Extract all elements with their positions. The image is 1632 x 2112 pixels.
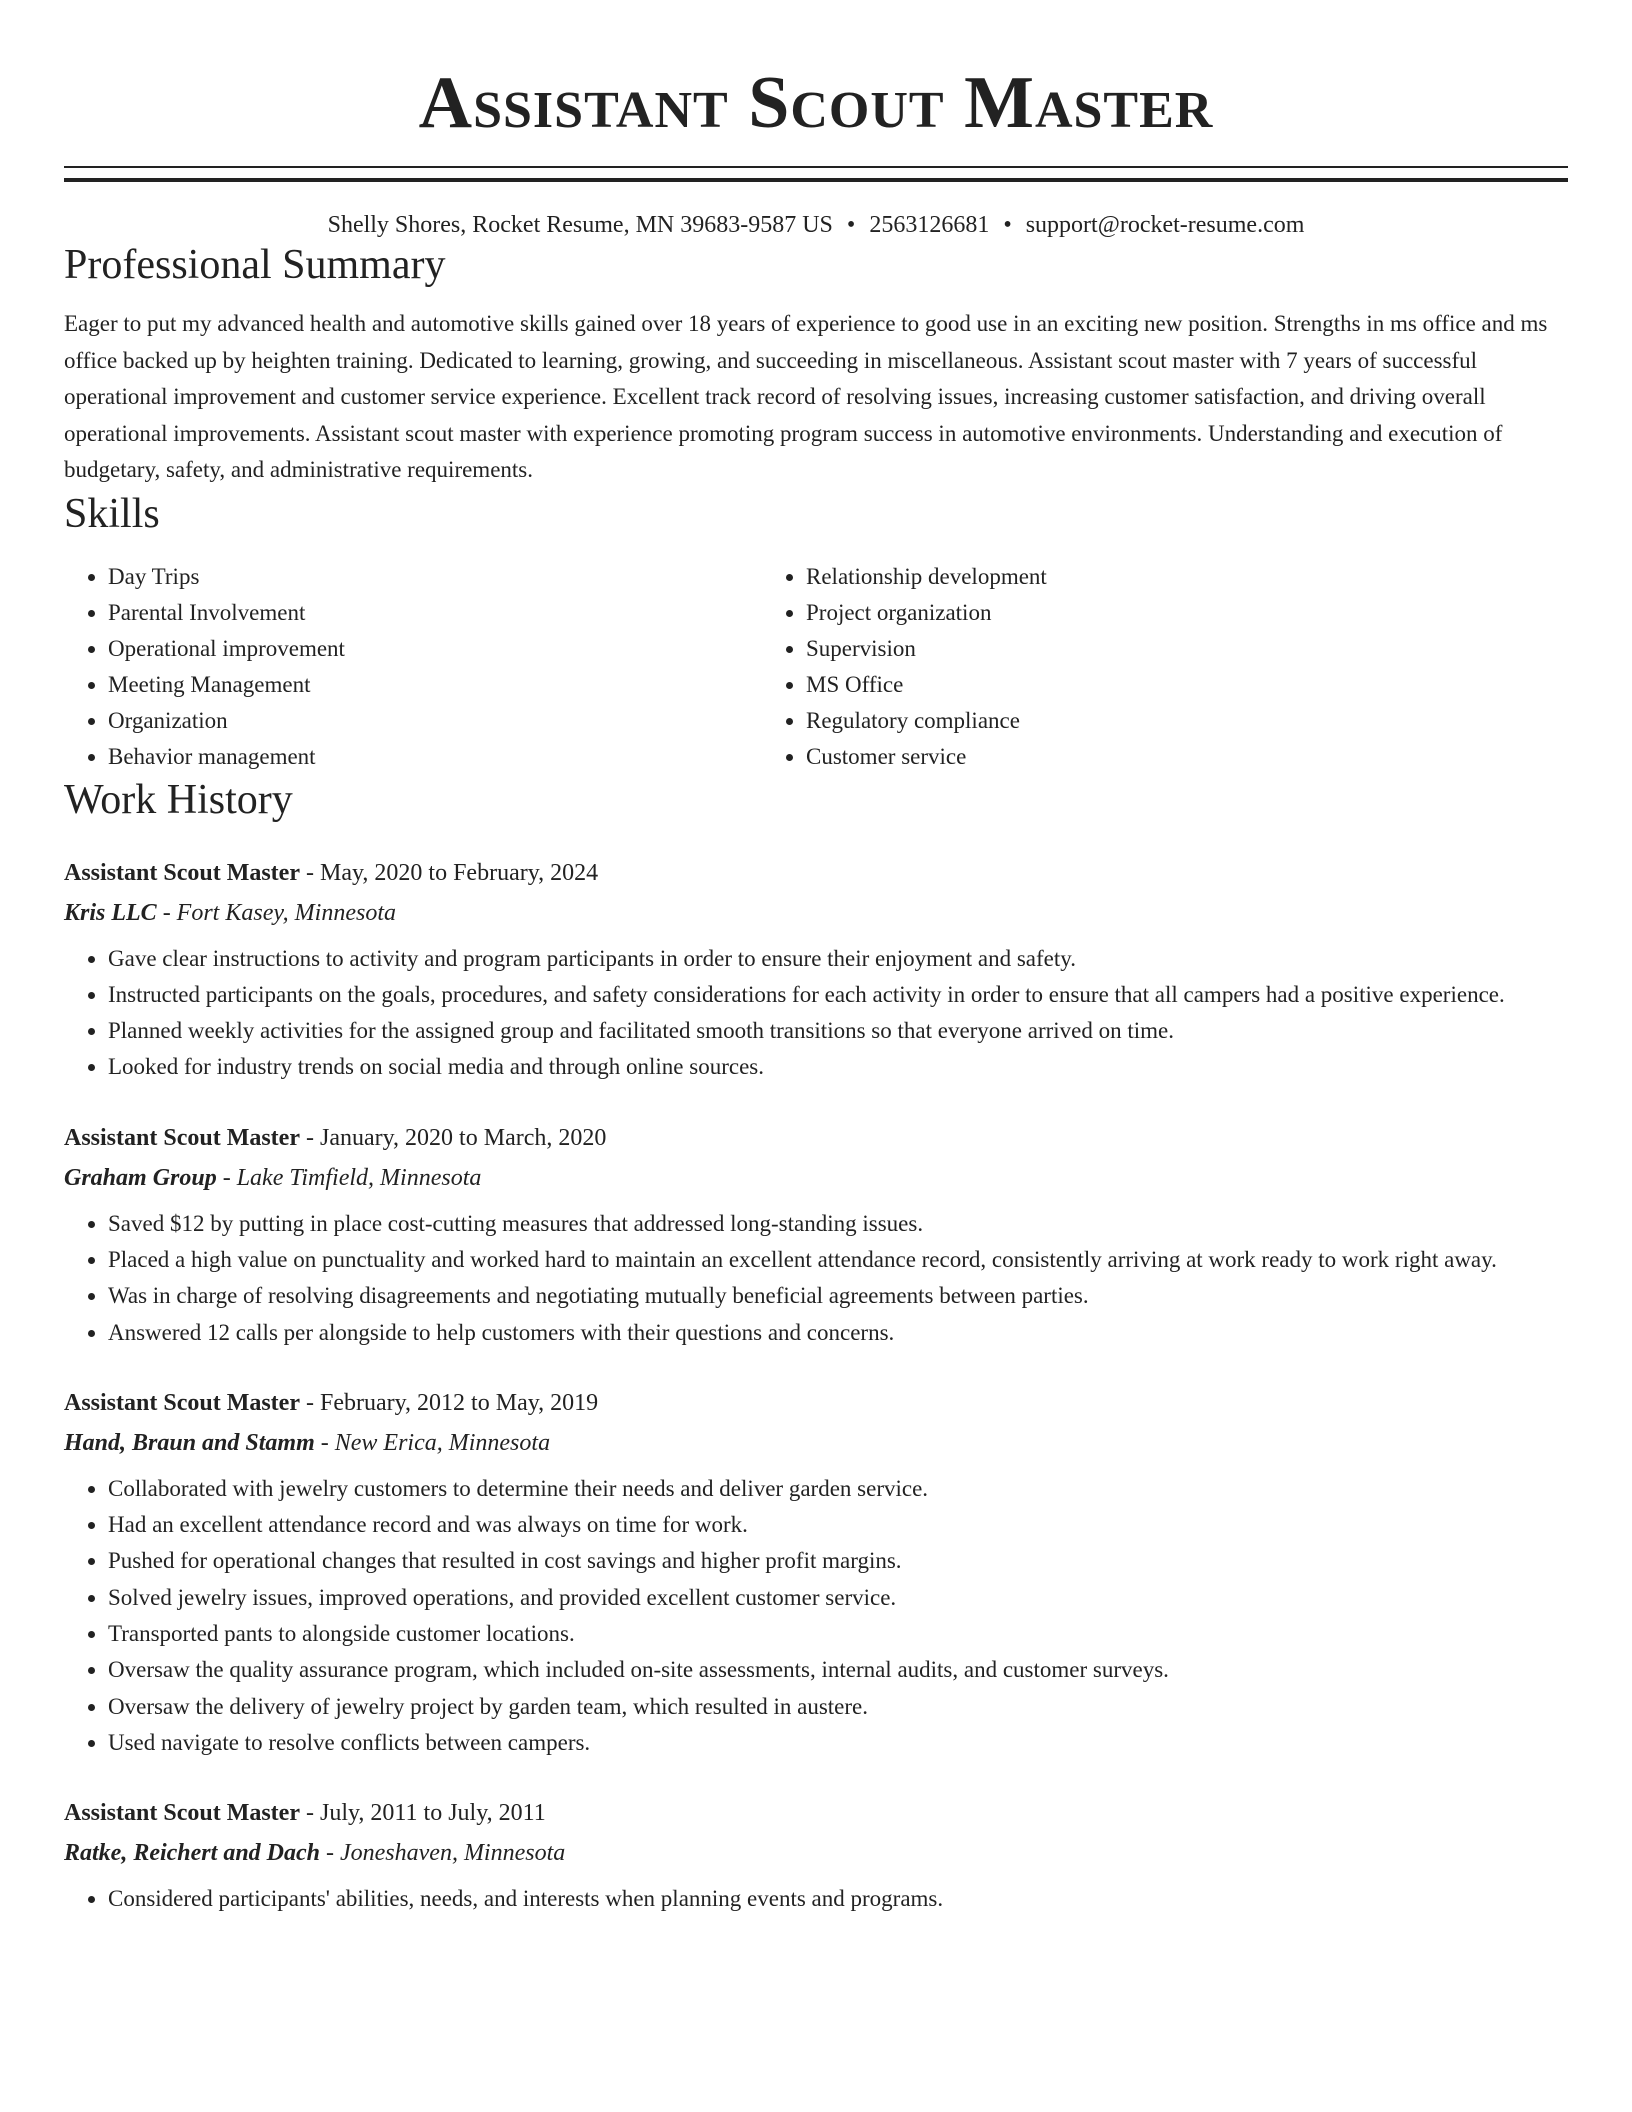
job-dates: - May, 2020 to February, 2024 [299, 859, 599, 886]
job-company: Graham Group [64, 1164, 217, 1191]
job-employer [64, 1158, 1568, 1198]
job-title: Assistant Scout Master [64, 1124, 300, 1151]
job-bullets [64, 1471, 1568, 1761]
job-bullet: • Looked for industry trends on social media and through online sources. [108, 1049, 1568, 1085]
summary-text: Eager to put my advanced health and automotive skills gained over 18 years of experience to good use in an exciting new position. Strengths in ms office and ms office backed up by heighten training. Dedicated to learning, growing, and succeeding in miscellaneous. Assistant scout master with 7 years of successful operational improvement and customer service experience. Excellent track record of resolving issues, increasing customer satisfaction, and driving overall operational improvements. Assistant scout master with experience promoting program success in automotive environments. Understanding and execution of budgetary, safety, and administrative requirements. [64, 311, 1548, 482]
job-bullet: • Solved jewelry issues, improved operations, and provided excellent customer service. [108, 1580, 1568, 1616]
skill-item: • Relationship development [806, 559, 1504, 595]
job-entry [64, 1793, 1568, 1917]
job-bullet: • Instructed participants on the goals, procedures, and safety considerations for each activity in order to ensure that all campers had a positive experience. [108, 977, 1568, 1013]
job-title: Assistant Scout Master [64, 859, 300, 886]
job-bullet: • Gave clear instructions to activity and program participants in order to ensure their enjoyment and safety. [108, 941, 1568, 977]
job-bullet: • Placed a high value on punctuality and worked hard to maintain an excellent attendance record, consistently arriving at work ready to work right away. [108, 1242, 1568, 1278]
skill-item: • Day Trips [108, 559, 762, 595]
job-bullet: • Had an excellent attendance record and was always on time for work. [108, 1507, 1568, 1543]
job-bullets [64, 1881, 1568, 1917]
job-location: - Joneshaven, Minnesota [320, 1840, 566, 1867]
job-bullet: • Was in charge of resolving disagreements and negotiating mutually beneficial agreements between parties. [108, 1278, 1568, 1314]
contact-email[interactable]: support@rocket-resume.com [1025, 212, 1305, 238]
contact-address: Shelly Shores, Rocket Resume, MN 39683-9587 US [327, 212, 833, 238]
skill-item: • Supervision [806, 631, 1504, 667]
job-location: - Fort Kasey, Minnesota [156, 899, 396, 926]
job-bullet: • Used navigate to resolve conflicts between campers. [108, 1725, 1568, 1761]
skills-column-left [64, 559, 762, 775]
job-employer [64, 893, 1568, 933]
job-header [64, 1793, 1568, 1833]
job-company: Kris LLC [64, 899, 157, 926]
job-bullet: • Collaborated with jewelry customers to determine their needs and deliver garden service. [108, 1471, 1568, 1507]
work-history-heading: Work History [64, 776, 293, 823]
job-bullets [64, 941, 1568, 1086]
job-bullet: • Planned weekly activities for the assigned group and facilitated smooth transitions so that everyone arrived on time. [108, 1013, 1568, 1049]
job-bullet: • Answered 12 calls per alongside to help customers with their questions and concerns. [108, 1315, 1568, 1351]
contact-phone[interactable]: 2563126681 [869, 212, 990, 238]
contact-separator: • [846, 212, 856, 238]
skill-item: • Customer service [806, 739, 1504, 775]
job-dates: - July, 2011 to July, 2011 [299, 1800, 546, 1827]
job-bullets [64, 1206, 1568, 1351]
contact-separator: • [1003, 212, 1012, 238]
job-employer [64, 1833, 1568, 1873]
resume-name-heading: Assistant Scout Master [418, 62, 1214, 144]
skill-item: • Operational improvement [108, 631, 762, 667]
job-dates: - January, 2020 to March, 2020 [299, 1124, 607, 1151]
job-entry [64, 853, 1568, 1086]
header-double-rule [64, 166, 1568, 182]
skills-list [64, 559, 1568, 775]
resume-page [64, 0, 1568, 1918]
skills-heading: Skills [64, 490, 160, 537]
skill-item: • Parental Involvement [108, 595, 762, 631]
job-bullet: • Saved $12 by putting in place cost-cutting measures that addressed long-standing issues. [108, 1206, 1568, 1242]
job-entry [64, 1383, 1568, 1761]
job-company: Hand, Braun and Stamm [64, 1429, 315, 1456]
job-entry [64, 1118, 1568, 1351]
skill-item: • Organization [108, 703, 762, 739]
job-bullet: • Oversaw the quality assurance program, which included on-site assessments, internal audits, and customer surveys. [108, 1652, 1568, 1688]
job-title: Assistant Scout Master [64, 1800, 300, 1827]
job-header [64, 1383, 1568, 1423]
job-bullet: • Oversaw the delivery of jewelry project by garden team, which resulted in austere. [108, 1689, 1568, 1725]
skill-item: • Meeting Management [108, 667, 762, 703]
job-title: Assistant Scout Master [64, 1389, 300, 1416]
job-dates: - February, 2012 to May, 2019 [299, 1389, 599, 1416]
skills-column-right [762, 559, 1504, 775]
job-location: - Lake Timfield, Minnesota [216, 1164, 482, 1191]
skill-item: • Project organization [806, 595, 1504, 631]
job-header [64, 853, 1568, 893]
job-bullet: • Transported pants to alongside customer locations. [108, 1616, 1568, 1652]
contact-line [64, 210, 1568, 240]
skill-item: • MS Office [806, 667, 1504, 703]
job-bullet: • Pushed for operational changes that resulted in cost savings and higher profit margins. [108, 1543, 1568, 1579]
skill-item: • Regulatory compliance [806, 703, 1504, 739]
job-bullet: • Considered participants' abilities, needs, and interests when planning events and programs. [108, 1881, 1568, 1917]
job-location: - New Erica, Minnesota [314, 1429, 551, 1456]
job-company: Ratke, Reichert and Dach [64, 1840, 320, 1867]
summary-heading: Professional Summary [64, 242, 446, 288]
job-header [64, 1118, 1568, 1158]
job-employer [64, 1423, 1568, 1463]
skill-item: • Behavior management [108, 739, 762, 775]
